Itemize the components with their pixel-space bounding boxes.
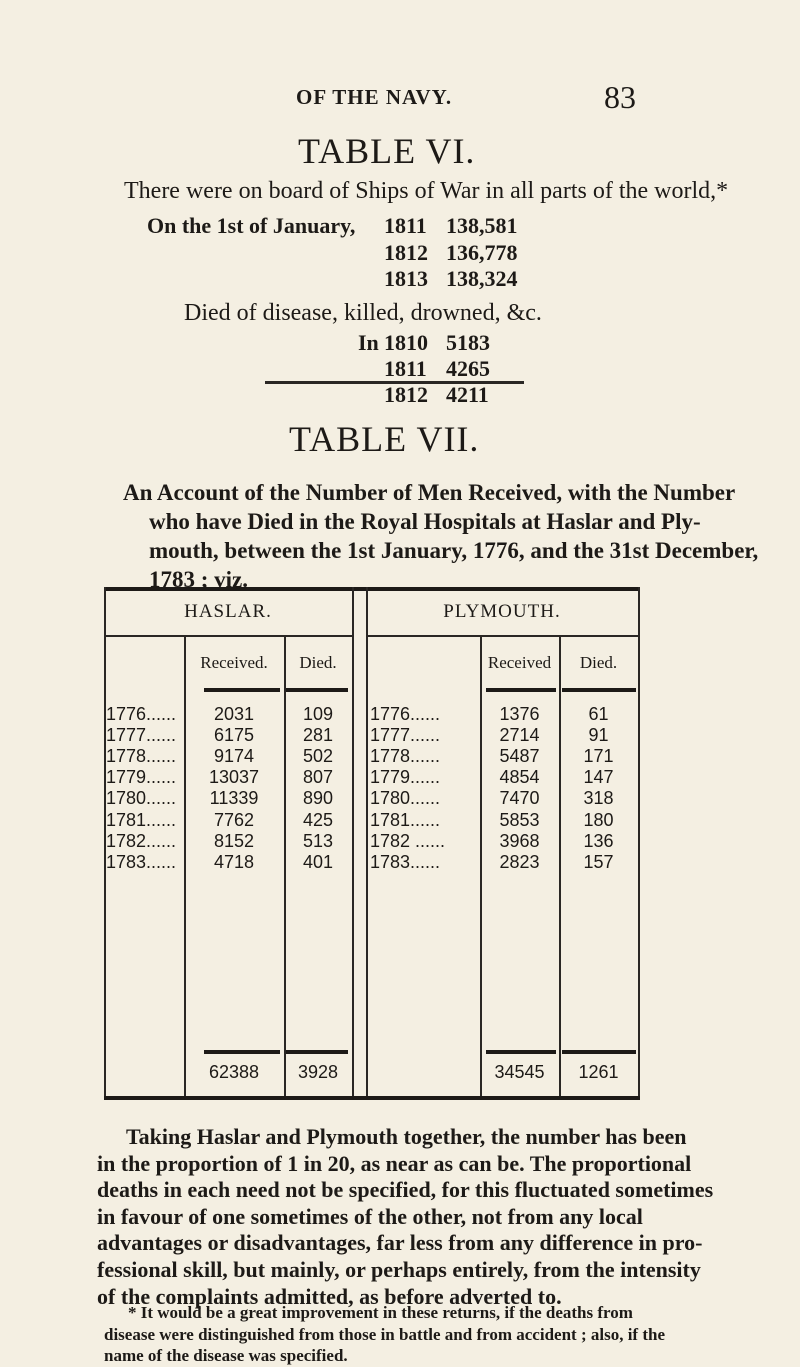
- table7-intro-line: mouth, between the 1st January, 1776, and the 31st December,: [149, 538, 759, 563]
- table-right-rule: [638, 587, 640, 1100]
- plymouth-died: 147: [583, 767, 614, 788]
- table6-died-year: 1810: [384, 330, 428, 355]
- body-line: deaths in each need not be specified, for this fluctuated sometimes: [97, 1177, 714, 1203]
- table7-intro-line: 1783 ; viz.: [149, 567, 249, 592]
- plymouth-received: 2823: [499, 851, 540, 872]
- haslar-total-died: 3928: [297, 1062, 339, 1082]
- plymouth-died: 157: [583, 851, 614, 872]
- plymouth-received: 2714: [499, 725, 540, 746]
- total-rule: [562, 1050, 636, 1054]
- plymouth-died: 91: [588, 725, 609, 746]
- footnote-line: * It would be a great improvement in these returns, if the deaths from: [128, 1303, 633, 1322]
- table6-died-value: 5183: [446, 330, 490, 355]
- body-line: advantages or disadvantages, far less from any difference in pro-: [97, 1230, 703, 1256]
- haslar-received: 4718: [213, 851, 255, 872]
- table7-intro: [123, 478, 759, 594]
- total-rule: [286, 1050, 348, 1054]
- haslar-received-header: Received.: [200, 653, 268, 672]
- hospital-table: [104, 587, 640, 1100]
- table-divider-rule: [366, 587, 368, 1100]
- plymouth-received: 1376: [499, 704, 540, 724]
- table7-intro-line: who have Died in the Royal Hospitals at Haslar and Ply-: [149, 509, 701, 534]
- table6-died-value: 4211: [446, 382, 489, 407]
- haslar-died: 109: [302, 704, 334, 724]
- page-number: 83: [604, 79, 636, 115]
- column-rule: [486, 688, 556, 692]
- haslar-received: 6175: [213, 725, 255, 746]
- plymouth-total-received: 34545: [494, 1062, 545, 1082]
- haslar-received: 8152: [213, 830, 255, 851]
- haslar-received: 13037: [208, 767, 260, 788]
- haslar-total-received: 62388: [208, 1062, 260, 1082]
- plymouth-year: 1776......: [370, 704, 441, 724]
- table-header-rule: [106, 635, 352, 637]
- haslar-year: 1781......: [106, 809, 177, 830]
- table6-row-year: 1811: [384, 213, 427, 238]
- table7-intro-line: An Account of the Number of Men Received, with the Number: [123, 480, 736, 505]
- footnote: [104, 1302, 664, 1367]
- plymouth-received: 5853: [499, 809, 540, 830]
- plymouth-year: 1782 ......: [370, 830, 446, 851]
- plymouth-died: 318: [583, 788, 614, 809]
- plymouth-died: 136: [583, 830, 614, 851]
- haslar-year: 1782......: [106, 830, 177, 851]
- table6-row-value: 136,778: [446, 240, 518, 265]
- haslar-year: 1783......: [106, 851, 177, 872]
- haslar-died-header: Died.: [299, 653, 337, 672]
- plymouth-died-header: Died.: [579, 653, 618, 672]
- plymouth-year: 1779......: [370, 767, 441, 788]
- body-line: fessional skill, but mainly, or perhaps entirely, from the intensity: [97, 1256, 701, 1282]
- body-paragraph: [97, 1124, 714, 1310]
- footnote-line: name of the disease was specified.: [104, 1346, 348, 1365]
- table6-died-year: 1811: [384, 356, 427, 381]
- plymouth-year: 1778......: [370, 746, 441, 767]
- running-title: OF THE NAVY.: [296, 85, 453, 109]
- body-line: in the proportion of 1 in 20, as near as can be. The proportional: [97, 1150, 692, 1176]
- table-header-rule: [368, 635, 638, 637]
- section-rule: [265, 381, 524, 384]
- plymouth-died: 61: [588, 704, 609, 724]
- column-rule: [562, 688, 636, 692]
- haslar-year: 1777......: [106, 725, 177, 746]
- haslar-received: 9174: [213, 746, 255, 767]
- plymouth-received: 4854: [499, 767, 540, 788]
- haslar-received: 7762: [213, 809, 255, 830]
- table-top-rule: [104, 587, 640, 591]
- haslar-died: 513: [302, 830, 334, 851]
- column-rule: [286, 688, 348, 692]
- haslar-died: 401: [302, 851, 334, 872]
- body-line: of the complaints admitted, as before adverted to.: [97, 1283, 562, 1309]
- plymouth-received: 3968: [499, 830, 540, 851]
- table6-row-year: 1812: [384, 240, 428, 265]
- table6-died-label: In: [358, 330, 379, 355]
- plymouth-year: 1780......: [370, 788, 441, 809]
- haslar-died: 281: [302, 725, 334, 746]
- haslar-year: 1776......: [106, 704, 177, 724]
- column-rule: [204, 688, 280, 692]
- footnote-line: disease were distinguished from those in battle and from accident ; also, if the: [104, 1324, 665, 1344]
- plymouth-received: 5487: [499, 746, 540, 767]
- haslar-year: 1778......: [106, 746, 177, 767]
- table7-title: TABLE VII.: [289, 419, 480, 459]
- table6-title: TABLE VI.: [298, 131, 476, 171]
- haslar-header: HASLAR.: [184, 601, 272, 622]
- body-line: in favour of one sometimes of the other, not from any local: [97, 1203, 643, 1229]
- total-rule: [204, 1050, 280, 1054]
- table6-row: [147, 213, 355, 239]
- plymouth-year: 1777......: [370, 725, 441, 746]
- table6-intro: There were on board of Ships of War in all parts of the world,*: [124, 178, 729, 204]
- table6-row-value: 138,324: [446, 266, 518, 291]
- haslar-died: 502: [302, 746, 334, 767]
- haslar-received: 11339: [209, 788, 259, 809]
- body-line: Taking Haslar and Plymouth together, the number has been: [126, 1124, 687, 1149]
- haslar-received: 2031: [213, 704, 255, 724]
- plymouth-died: 180: [583, 809, 614, 830]
- table6-died-year: 1812: [384, 382, 428, 407]
- plymouth-received: 7470: [499, 788, 540, 809]
- plymouth-year: 1783......: [370, 851, 441, 872]
- plymouth-total-died: 1261: [578, 1062, 619, 1082]
- table6-row-value: 138,581: [446, 213, 518, 238]
- plymouth-received-header: Received: [487, 653, 552, 672]
- haslar-year: 1779......: [106, 767, 177, 788]
- plymouth-year: 1781......: [370, 809, 441, 830]
- haslar-died: 890: [302, 788, 334, 809]
- table6-row-year: 1813: [384, 266, 428, 291]
- plymouth-died: 171: [583, 746, 614, 767]
- haslar-died: 807: [302, 767, 334, 788]
- table-divider-rule: [352, 587, 354, 1100]
- haslar-died: 425: [302, 809, 334, 830]
- table6-row-label: On the 1st of January,: [147, 213, 356, 238]
- table6-died-intro: Died of disease, killed, drowned, &c.: [184, 300, 542, 326]
- table6-died-value: 4265: [446, 356, 490, 381]
- total-rule: [486, 1050, 556, 1054]
- table-bottom-rule: [104, 1096, 640, 1100]
- haslar-year: 1780......: [106, 788, 177, 809]
- plymouth-header: PLYMOUTH.: [443, 601, 561, 622]
